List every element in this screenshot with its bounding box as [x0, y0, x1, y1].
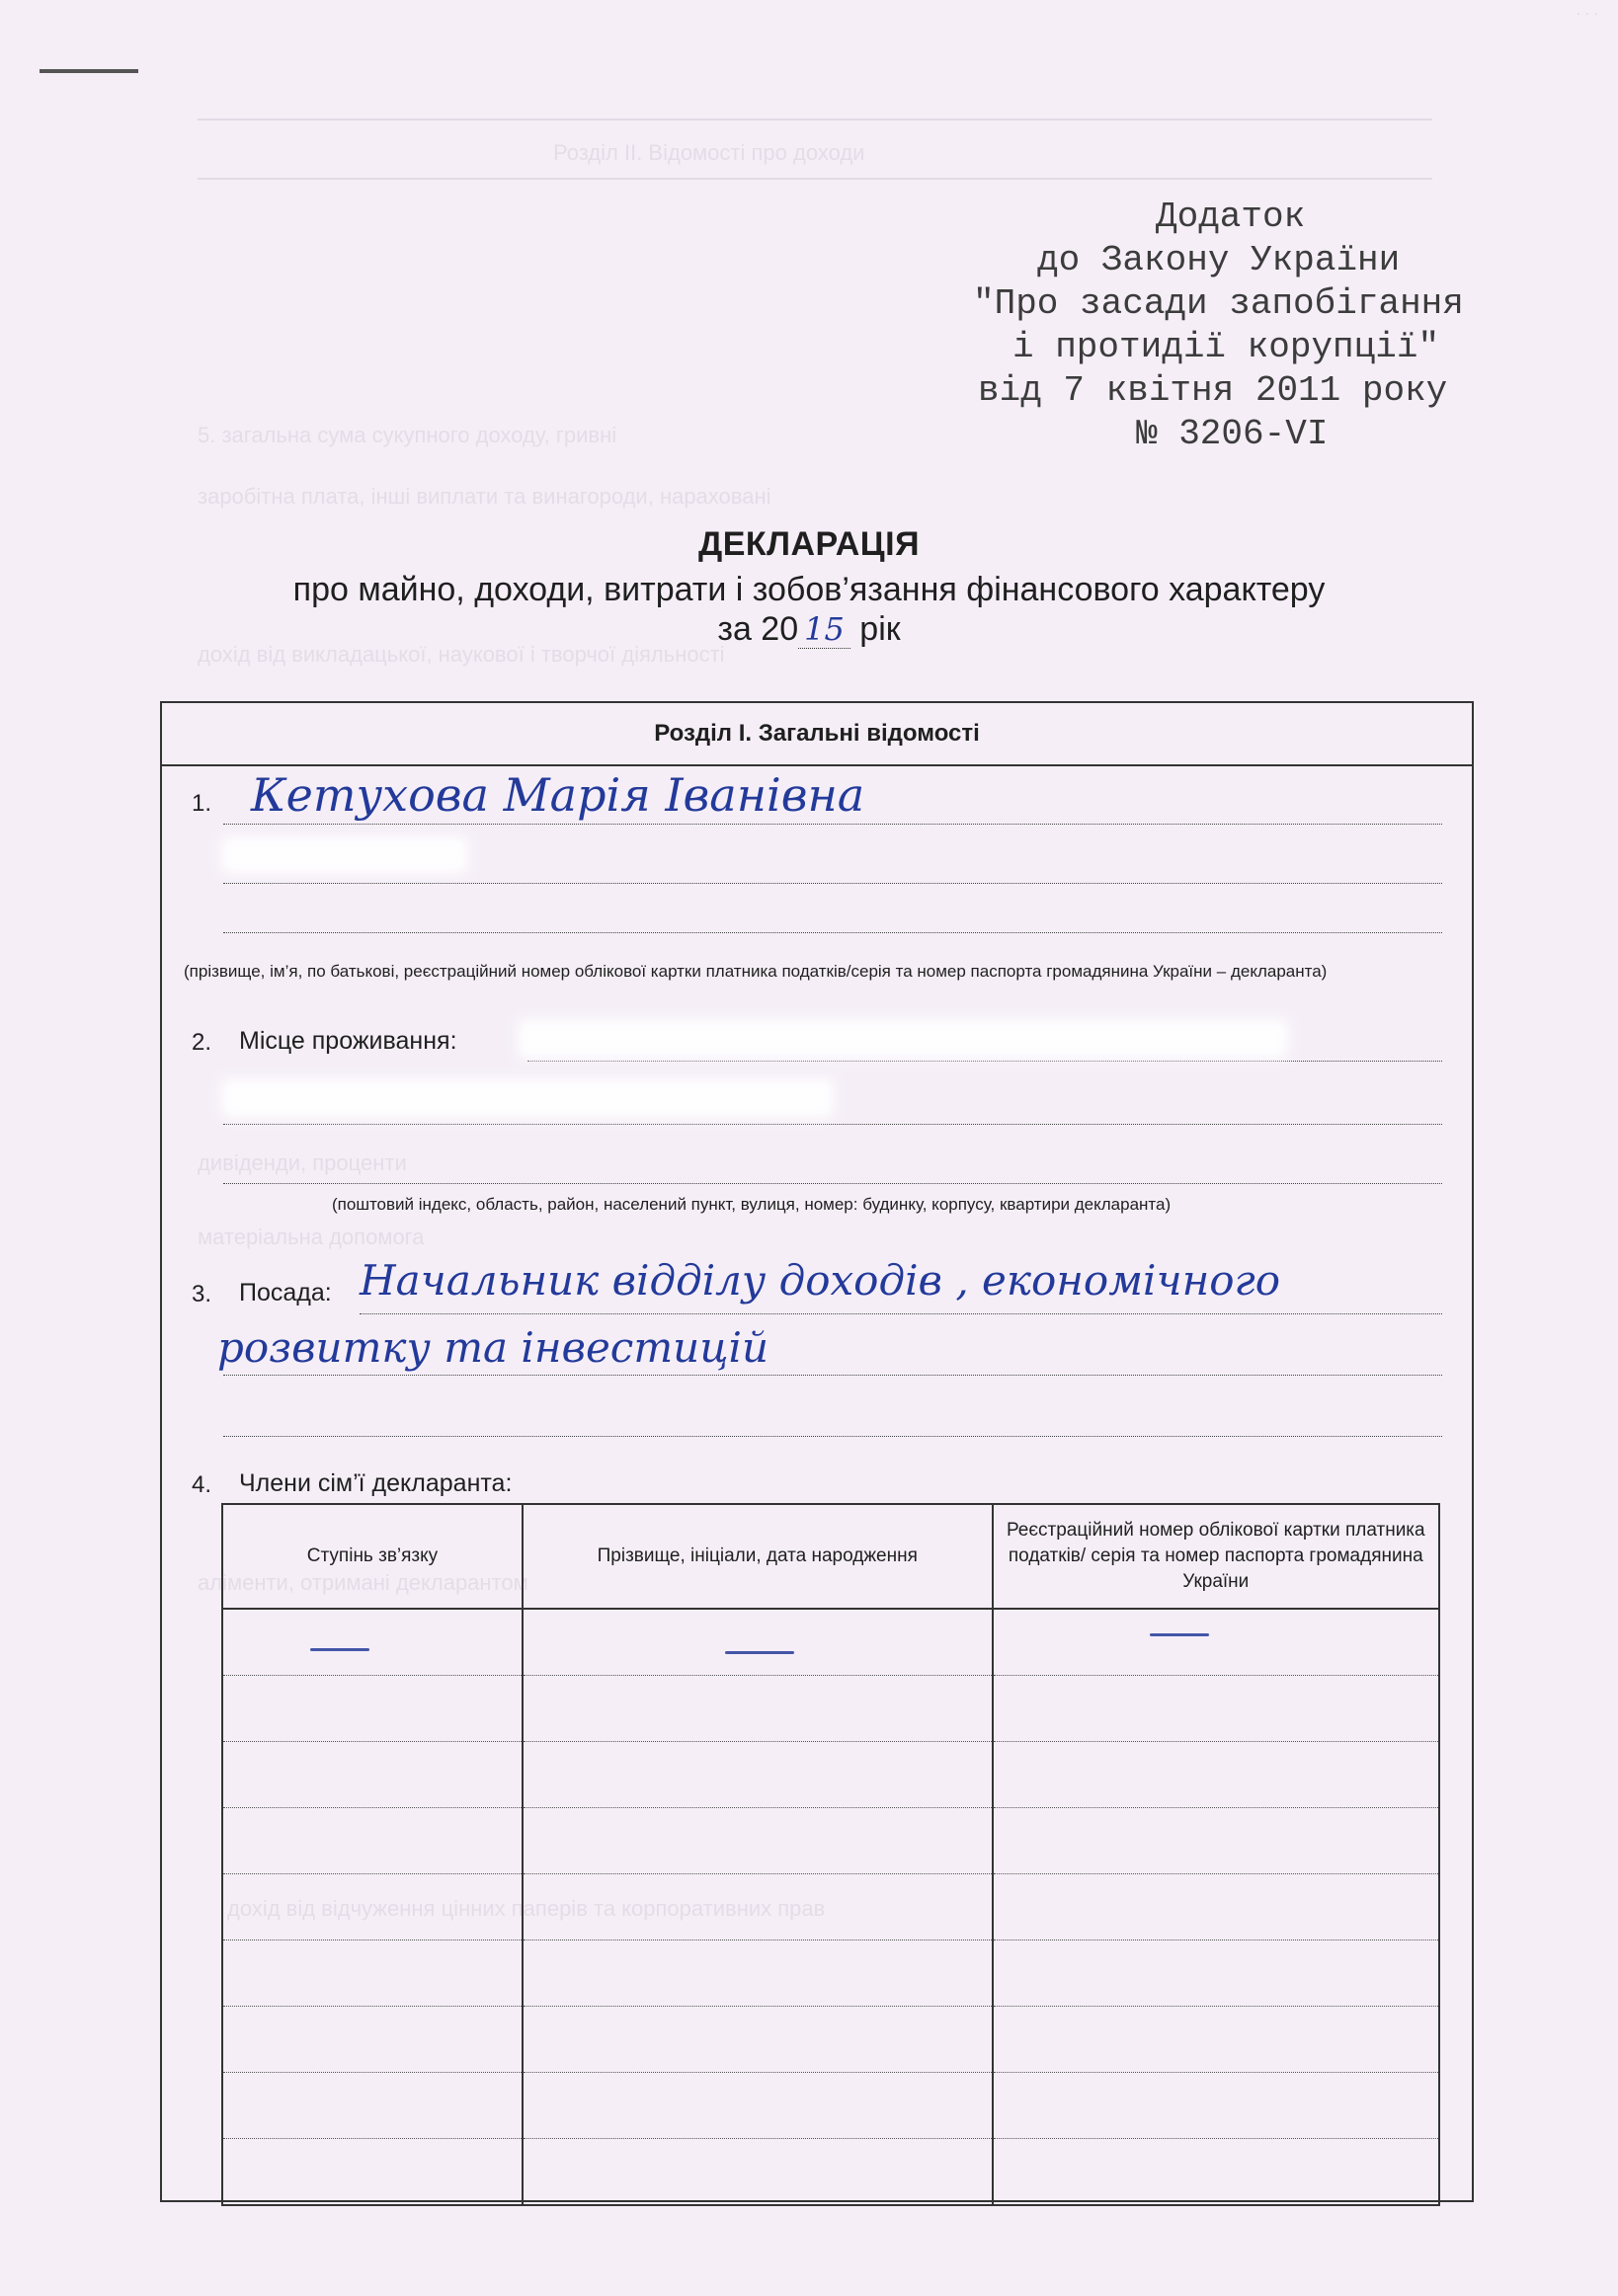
column-header-name: Прізвище, ініціали, дата народження [523, 1504, 993, 1609]
annex-block [889, 196, 1618, 456]
table-row [222, 1940, 1439, 2007]
redacted-area [221, 836, 468, 874]
item-1-caption: (прізвище, ім’я, по батькові, реєстраційний номер облікової картки платника податків/серія та номер паспорта громадянина України – декларанта) [184, 962, 1328, 981]
redacted-area [221, 1078, 834, 1118]
handwritten-dash [725, 1651, 794, 1654]
family-members-table [221, 1503, 1440, 2206]
item-2-number: 2. [192, 1029, 212, 1056]
declaration-title: ДЕКЛАРАЦІЯ [697, 525, 921, 563]
table-row [222, 2007, 1439, 2073]
bleed-text: дохід від викладацької, наукової і творчої діяльності [198, 642, 725, 667]
table-row [222, 1808, 1439, 1874]
annex-line: і протидії корупції" [1012, 327, 1440, 367]
bleed-text: аліменти, отримані декларантом [198, 1570, 528, 1595]
bleed-text: дохід від відчуження цінних паперів та корпоративних прав [227, 1896, 826, 1921]
item-1-number: 1. [192, 790, 212, 817]
annex-line: Додаток [1156, 197, 1306, 237]
annex-line: № 3206-VI [1136, 414, 1329, 454]
year-prefix: за 20 [717, 610, 799, 648]
staple-mark [40, 69, 138, 73]
annex-line: від 7 квітня 2011 року [978, 370, 1448, 411]
family-members-label: Члени сім’ї декларанта: [239, 1469, 513, 1497]
bleed-text: Розділ II. Відомості про доходи [553, 140, 865, 165]
handwritten-dash [310, 1648, 369, 1651]
bleed-text: матеріальна допомога [198, 1225, 425, 1249]
column-header-id: Реєстраційний номер облікової картки платника податків/ серія та номер паспорта громадянина України [993, 1504, 1439, 1609]
table-row [222, 1609, 1439, 1676]
redacted-area [518, 1019, 1288, 1059]
table-row [222, 1742, 1439, 1808]
table-row [222, 2073, 1439, 2139]
page-corner-mark: . . . [1576, 2, 1598, 19]
residence-label: Місце проживання: [239, 1027, 457, 1055]
annex-line: "Про засади запобігання [973, 283, 1464, 324]
table-row [222, 1676, 1439, 1742]
item-4-number: 4. [192, 1471, 212, 1498]
handwritten-dash [1150, 1633, 1209, 1636]
general-info-section [160, 701, 1474, 2202]
table-row [222, 2139, 1439, 2206]
declaration-subtitle: про майно, доходи, витрати і зобов’язання фінансового характеру [292, 571, 1326, 608]
bleed-text: дивіденди, проценти [198, 1150, 407, 1175]
handwritten-name: Кетухова Марія Іванівна [251, 768, 865, 822]
annex-line: до Закону України [1037, 240, 1401, 280]
handwritten-position-line-1: Начальник відділу доходів , економічного [360, 1256, 1281, 1305]
handwritten-position-line-2: розвитку та інвестицій [217, 1323, 769, 1372]
declaration-year [0, 610, 1618, 649]
item-3-number: 3. [192, 1281, 212, 1307]
year-handwritten: 15 [798, 610, 850, 649]
column-header-relation: Ступінь зв’язку [222, 1504, 523, 1609]
item-2-caption: (поштовий індекс, область, район, населений пункт, вулиця, номер: будинку, корпусу, квартири декларанта) [332, 1195, 1172, 1214]
section-header: Розділ I. Загальні відомості [162, 703, 1472, 766]
bleed-text: заробітна плата, інші виплати та винагороди, нараховані [198, 484, 771, 509]
year-suffix: рік [859, 610, 901, 648]
position-label: Посада: [239, 1279, 332, 1306]
bleed-text: 5. загальна сума сукупного доходу, гривні [198, 423, 617, 447]
table-row [222, 1874, 1439, 1940]
